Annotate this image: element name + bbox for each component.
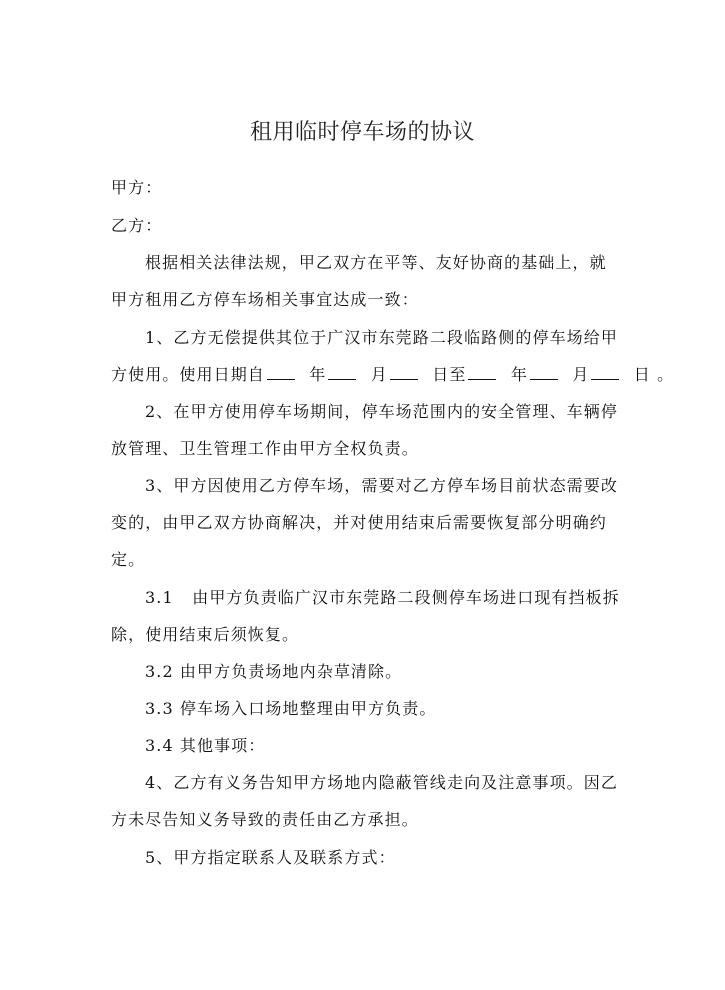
- document-title: 租用临时停车场的协议: [249, 120, 475, 145]
- party-b-label: 乙方：: [111, 216, 163, 235]
- end-month-blank: [530, 379, 558, 380]
- clause-2-line-1: 2、在甲方使用停车场期间，停车场范围内的安全管理、车辆停: [145, 402, 618, 421]
- end-month-label: 月: [572, 365, 590, 384]
- clause-3-2: 3.2 由甲方负责场地内杂草清除。: [145, 662, 403, 681]
- start-month-blank: [328, 379, 356, 380]
- start-month-label: 月: [370, 365, 388, 384]
- clause-1-date-prefix: 方使用。使用日期自: [111, 365, 265, 384]
- clause-1-period: 。: [657, 365, 675, 384]
- start-year-label: 年: [309, 365, 327, 384]
- clause-3-1-line-1: 3.1 由甲方负责临广汉市东莞路二段侧停车场进口现有挡板拆: [145, 588, 620, 607]
- clause-3-line-1: 3、甲方因使用乙方停车场，需要对乙方停车场目前状态需要改: [145, 476, 618, 495]
- clause-4-line-2: 方未尽告知义务导致的责任由乙方承担。: [111, 810, 419, 829]
- clause-3-1-line-2: 除，使用结束后须恢复。: [111, 625, 300, 644]
- end-day-blank: [591, 379, 619, 380]
- clause-1-line-2: [111, 363, 675, 387]
- end-day-label: 日: [633, 365, 651, 384]
- clause-1-line-1: 1、乙方无偿提供其位于广汉市东莞路二段临路侧的停车场给甲: [145, 328, 618, 347]
- start-day-blank: [390, 379, 418, 380]
- clause-5: 5、甲方指定联系人及联系方式：: [145, 848, 396, 867]
- clause-3-line-3: 定。: [111, 550, 146, 569]
- start-day-to-label: 日至: [432, 365, 467, 384]
- end-year-blank: [468, 379, 496, 380]
- end-year-label: 年: [510, 365, 528, 384]
- party-a-label: 甲方：: [111, 178, 163, 197]
- clause-4-line-1: 4、乙方有义务告知甲方场地内隐蔽管线走向及注意事项。因乙: [145, 773, 618, 792]
- clause-2-line-2: 放管理、卫生管理工作由甲方全权负责。: [111, 439, 419, 458]
- start-year-blank: [267, 379, 295, 380]
- clause-3-line-2: 变的，由甲乙双方协商解决，并对使用结束后需要恢复部分明确约: [111, 513, 607, 532]
- clause-3-4: 3.4 其他事项：: [145, 736, 266, 755]
- intro-line-1: 根据相关法律法规，甲乙双方在平等、友好协商的基础上，就: [145, 253, 607, 272]
- clause-3-3: 3.3 停车场入口场地整理由甲方负责。: [145, 699, 437, 718]
- intro-line-2: 甲方租用乙方停车场相关事宜达成一致：: [111, 290, 419, 309]
